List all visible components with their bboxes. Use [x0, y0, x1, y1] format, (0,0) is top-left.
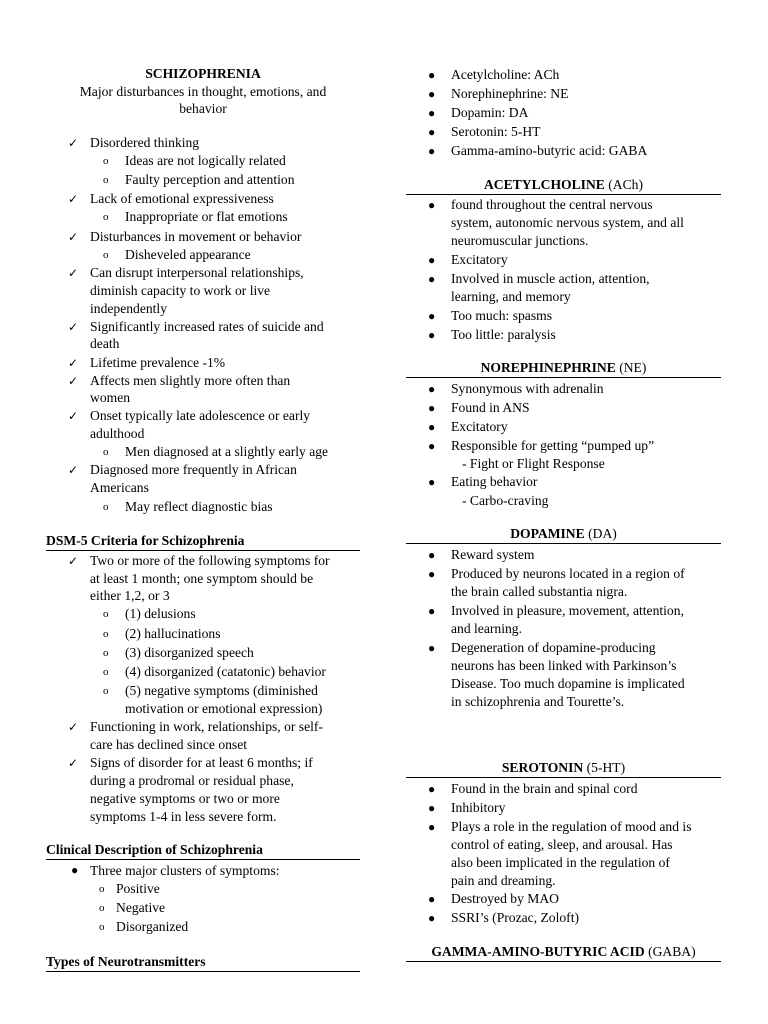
list-item-line: Signs of disorder for at least 6 months; if: [90, 755, 313, 770]
check-icon: ✓: [68, 230, 79, 244]
circle-bullet-icon: o: [103, 628, 109, 640]
sub-item: Disorganized: [116, 919, 189, 934]
list-item: Gamma-amino-butyric acid: GABA: [451, 143, 648, 158]
list-item-line: in schizophrenia and Tourette’s.: [451, 694, 625, 709]
circle-bullet-icon: o: [103, 174, 109, 186]
ach-heading-abbr: (ACh): [608, 177, 643, 192]
circle-bullet-icon: o: [103, 501, 109, 513]
circle-bullet-icon: o: [103, 155, 109, 167]
list-item-line: neurons has been linked with Parkinson’s: [451, 658, 677, 673]
list-item: Serotonin: 5-HT: [451, 124, 541, 139]
list-item: Lack of emotional expressiveness: [90, 191, 274, 206]
dsm-heading: DSM-5 Criteria for Schizophrenia: [46, 533, 245, 548]
list-item-line: learning, and memory: [451, 289, 571, 304]
circle-bullet-icon: o: [103, 666, 109, 678]
sub-item: - Carbo-craving: [462, 493, 549, 508]
list-item: Excitatory: [451, 419, 508, 434]
subtitle-line: behavior: [179, 101, 227, 116]
bullet-icon: ●: [428, 548, 436, 562]
list-item-line: at least 1 month; one symptom should be: [90, 571, 314, 586]
list-item: Acetylcholine: ACh: [451, 67, 560, 82]
bullet-icon: ●: [428, 198, 436, 212]
list-item: Excitatory: [451, 252, 508, 267]
list-item-line: negative symptoms or two or more: [90, 791, 280, 806]
heading-rule: [406, 777, 721, 778]
bullet-icon: ●: [428, 87, 436, 101]
heading-rule: [406, 543, 721, 544]
list-item: Dopamin: DA: [451, 105, 529, 120]
bullet-icon: ●: [428, 911, 436, 925]
sub-item: Ideas are not logically related: [125, 153, 286, 168]
bullet-icon: ●: [428, 475, 436, 489]
list-item-line: Produced by neurons located in a region of: [451, 566, 685, 581]
list-item-line: Disease. Too much dopamine is implicated: [451, 676, 685, 691]
bullet-icon: ●: [428, 641, 436, 655]
list-item-line: Involved in pleasure, movement, attention,: [451, 603, 684, 618]
bullet-icon: ●: [428, 801, 436, 815]
sub-item: Inappropriate or flat emotions: [125, 209, 288, 224]
page-title: SCHIZOPHRENIA: [145, 66, 261, 81]
list-item-line: the brain called substantia nigra.: [451, 584, 628, 599]
check-icon: ✓: [68, 374, 79, 388]
list-item-line: adulthood: [90, 426, 145, 441]
da-heading-abbr: (DA): [588, 526, 617, 541]
bullet-icon: ●: [428, 782, 436, 796]
bullet-icon: ●: [428, 106, 436, 120]
list-item: Reward system: [451, 547, 535, 562]
sub-item: Men diagnosed at a slightly early age: [125, 444, 329, 459]
bullet-icon: ●: [428, 382, 436, 396]
ht-heading: [406, 759, 721, 777]
list-item-line: death: [90, 336, 120, 351]
list-item-line: pain and dreaming.: [451, 873, 556, 888]
list-item-line: found throughout the central nervous: [451, 197, 653, 212]
bullet-icon: ●: [428, 328, 436, 342]
ach-heading-title: ACETYLCHOLINE: [483, 177, 605, 192]
list-item-line: Affects men slightly more often than: [90, 373, 291, 388]
circle-bullet-icon: o: [103, 647, 109, 659]
ht-heading-abbr: (5-HT): [586, 760, 626, 775]
check-icon: ✓: [68, 463, 79, 477]
check-icon: ✓: [68, 756, 79, 770]
ne-heading-abbr: (NE): [619, 360, 647, 375]
sub-item: May reflect diagnostic bias: [125, 499, 273, 514]
list-item-line: care has declined since onset: [90, 737, 248, 752]
check-icon: ✓: [68, 356, 79, 370]
list-item: Lifetime prevalence -1%: [90, 355, 226, 370]
list-item-line: Can disrupt interpersonal relationships,: [90, 265, 304, 280]
list-item-line: also been implicated in the regulation of: [451, 855, 670, 870]
circle-bullet-icon: o: [103, 685, 109, 697]
list-item-line: symptoms 1-4 in less severe form.: [90, 809, 277, 824]
list-item: Too little: paralysis: [451, 327, 556, 342]
list-item-line: Functioning in work, relationships, or self-: [90, 719, 323, 734]
list-item-line: neuromuscular junctions.: [451, 233, 589, 248]
bullet-icon: ●: [428, 604, 436, 618]
check-icon: ✓: [68, 266, 79, 280]
bullet-icon: ●: [428, 272, 436, 286]
list-item: Eating behavior: [451, 474, 538, 489]
check-icon: ✓: [68, 554, 79, 568]
bullet-icon: ●: [428, 68, 436, 82]
gaba-heading: [406, 943, 721, 961]
sub-item: Faulty perception and attention: [125, 172, 295, 187]
bullet-icon: ●: [428, 439, 436, 453]
check-icon: ✓: [68, 192, 79, 206]
sub-item: (3) disorganized speech: [125, 645, 254, 660]
heading-rule: [46, 971, 360, 972]
list-item-line: Degeneration of dopamine-producing: [451, 640, 656, 655]
check-icon: ✓: [68, 409, 79, 423]
sub-item-line: (5) negative symptoms (diminished: [125, 683, 318, 698]
list-item-line: Plays a role in the regulation of mood and is: [451, 819, 692, 834]
check-icon: ✓: [68, 320, 79, 334]
list-item-line: and learning.: [451, 621, 522, 636]
list-item: Norephinephrine: NE: [451, 86, 569, 101]
sub-item-line: motivation or emotional expression): [125, 701, 323, 716]
circle-bullet-icon: o: [103, 249, 109, 261]
list-item: Disturbances in movement or behavior: [90, 229, 302, 244]
subtitle-line: Major disturbances in thought, emotions, and: [79, 83, 327, 99]
circle-bullet-icon: o: [99, 921, 105, 933]
ach-heading: [406, 176, 721, 194]
types-heading: Types of Neurotransmitters: [46, 954, 206, 969]
list-item: Too much: spasms: [451, 308, 552, 323]
circle-bullet-icon: o: [99, 883, 105, 895]
sub-item: (4) disorganized (catatonic) behavior: [125, 664, 326, 679]
list-item: Responsible for getting “pumped up”: [451, 438, 655, 453]
list-item-line: diminish capacity to work or live: [90, 283, 271, 298]
list-item-line: Two or more of the following symptoms for: [90, 553, 330, 568]
list-item: Three major clusters of symptoms:: [90, 863, 280, 878]
bullet-icon: ●: [71, 863, 79, 877]
sub-item: - Fight or Flight Response: [462, 456, 605, 471]
bullet-icon: ●: [428, 567, 436, 581]
check-icon: ✓: [68, 720, 79, 734]
heading-rule: [406, 377, 721, 378]
list-item-line: during a prodromal or residual phase,: [90, 773, 294, 788]
da-heading-title: DOPAMINE: [510, 526, 585, 541]
list-item: Destroyed by MAO: [451, 891, 559, 906]
list-item-line: system, autonomic nervous system, and all: [451, 215, 684, 230]
circle-bullet-icon: o: [99, 902, 105, 914]
heading-rule: [46, 859, 360, 860]
sub-item: Negative: [116, 900, 166, 915]
list-item-line: Diagnosed more frequently in African: [90, 462, 297, 477]
bullet-icon: ●: [428, 401, 436, 415]
bullet-icon: ●: [428, 420, 436, 434]
sub-item: Disheveled appearance: [125, 247, 251, 262]
bullet-icon: ●: [428, 125, 436, 139]
heading-rule: [406, 961, 721, 962]
list-item-line: independently: [90, 301, 168, 316]
list-item: Synonymous with adrenalin: [451, 381, 604, 396]
bullet-icon: ●: [428, 253, 436, 267]
clinical-heading: Clinical Description of Schizophrenia: [46, 842, 263, 857]
bullet-icon: ●: [428, 309, 436, 323]
ne-heading: [406, 359, 721, 377]
schizophrenia-title-block: [46, 65, 360, 118]
bullet-icon: ●: [428, 892, 436, 906]
gaba-heading-title: GAMMA-AMINO-BUTYRIC ACID: [431, 944, 645, 959]
da-heading: [406, 525, 721, 543]
list-item-line: women: [90, 390, 131, 405]
list-item: Found in the brain and spinal cord: [451, 781, 638, 796]
check-icon: ✓: [68, 136, 79, 150]
list-item-line: Significantly increased rates of suicide and: [90, 319, 324, 334]
gaba-heading-abbr: (GABA): [648, 944, 696, 959]
heading-rule: [46, 550, 360, 551]
ht-heading-title: SEROTONIN: [501, 760, 584, 775]
list-item-line: either 1,2, or 3: [90, 588, 170, 603]
list-item-line: Americans: [90, 480, 149, 495]
sub-item: (1) delusions: [125, 606, 196, 621]
sub-item: Positive: [116, 881, 160, 896]
sub-item: (2) hallucinations: [125, 626, 221, 641]
list-item: Disordered thinking: [90, 135, 200, 150]
ne-heading-title: NOREPHINEPHRINE: [480, 360, 616, 375]
list-item-line: Onset typically late adolescence or early: [90, 408, 311, 423]
bullet-icon: ●: [428, 820, 436, 834]
list-item: Found in ANS: [451, 400, 530, 415]
list-item-line: Involved in muscle action, attention,: [451, 271, 650, 286]
list-item: SSRI’s (Prozac, Zoloft): [451, 910, 579, 925]
circle-bullet-icon: o: [103, 446, 109, 458]
list-item-line: control of eating, sleep, and arousal. Has: [451, 837, 673, 852]
circle-bullet-icon: o: [103, 608, 109, 620]
heading-rule: [406, 194, 721, 195]
bullet-icon: ●: [428, 144, 436, 158]
circle-bullet-icon: o: [103, 211, 109, 223]
list-item: Inhibitory: [451, 800, 506, 815]
